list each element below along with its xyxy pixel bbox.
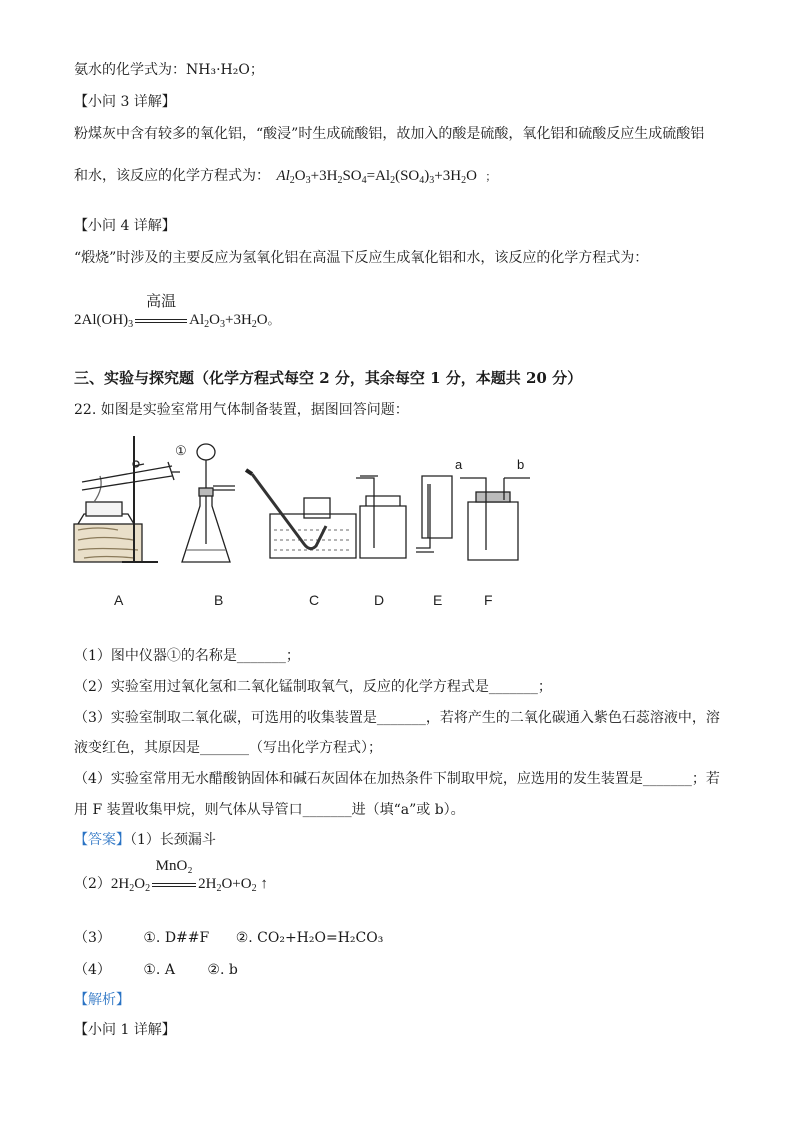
answer-4-part2: ②. b: [207, 962, 238, 978]
apparatus-f-drawing: [460, 478, 530, 560]
q3-detail-header: 【小问 3 详解】: [74, 94, 176, 110]
sub1-detail-header: 【小问 1 详解】: [74, 1022, 176, 1038]
ammonia-formula-line: 氨水的化学式为：NH₃·H₂O；: [74, 62, 264, 78]
question-stem: 22. 如图是实验室常用气体制备装置，据图回答问题：: [74, 402, 409, 418]
answer-3-part2: ②. CO₂+H₂O=H₂CO₃: [235, 930, 384, 946]
q3-equation: $Al_2O_3+3H_2SO_4=Al_2(SO_4)_3+3H_2O$: [276, 168, 477, 186]
answer-4-part1: ①. A: [143, 962, 175, 978]
q3-semicolon: ；: [485, 170, 497, 183]
port-label-a: a: [455, 457, 463, 472]
q4-condition-arrow: [133, 294, 189, 330]
sub-question-4-line1: （4）实验室常用无水醋酸钠固体和碱石灰固体在加热条件下制取甲烷，应选用的发生装置是_______；若: [74, 771, 720, 787]
apparatus-c-drawing: [246, 470, 356, 558]
apparatus-d-drawing: [356, 476, 406, 558]
apparatus-label-e: E: [433, 592, 443, 608]
apparatus-figure: [64, 426, 544, 576]
sub-question-4-line2: 用 F 装置收集甲烷，则气体从导管口_______进（填“a”或 b）。: [74, 802, 465, 818]
apparatus-e-drawing: [416, 476, 452, 552]
apparatus-marker-1: ①: [175, 444, 187, 459]
apparatus-a-drawing: [74, 436, 180, 562]
apparatus-label-d: D: [374, 592, 385, 608]
answer-2-prefix: （2）: [74, 876, 111, 892]
apparatus-label-a: A: [114, 592, 124, 608]
answer-3-prefix: （3）: [74, 930, 111, 946]
answer-3-part1: ①. D##F: [143, 930, 210, 946]
apparatus-b-drawing: [182, 444, 235, 562]
answer-line-4: [74, 960, 238, 980]
sub-question-3-line2: 液变红色，其原因是_______（写出化学方程式）；: [74, 740, 382, 756]
sub-question-2: （2）实验室用过氧化氢和二氧化锰制取氧气，反应的化学方程式是_______；: [74, 679, 552, 695]
answer-2-condition-arrow: [150, 858, 198, 894]
q3-paragraph-line1: 粉煤灰中含有较多的氧化铝，“酸浸”时生成硫酸铝，故加入的酸是硫酸，氧化铝和硫酸反应生成硫酸铝: [74, 126, 705, 142]
q4-condition: 高温: [146, 294, 177, 310]
answer-line-2: [74, 858, 268, 894]
apparatus-label-b: B: [214, 592, 224, 608]
answer-2-condition: MnO₂: [155, 858, 193, 874]
answer-1: （1）长颈漏斗: [130, 832, 216, 848]
answer-label: 【答案】: [74, 832, 130, 848]
apparatus-label-c: C: [309, 592, 320, 608]
section-title: 三、实验与探究题（化学方程式每空 2 分，其余每空 1 分，本题共 20 分）: [74, 369, 583, 387]
port-label-b: b: [517, 457, 525, 472]
sub-question-3-line1: （3）实验室制取二氧化碳，可选用的收集装置是_______，若将产生的二氧化碳通入紫色石蕊溶液中，溶: [74, 710, 720, 726]
sub-question-1: （1）图中仪器①的名称是_______；: [74, 648, 300, 664]
answer-4-prefix: （4）: [74, 962, 111, 978]
answer-line-3: [74, 928, 383, 948]
q4-detail-header: 【小问 4 详解】: [74, 218, 176, 234]
answer-2-equation: $2H_2O_2$ MnO₂ $2H_2O+O_2$ ↑: [110, 858, 268, 894]
apparatus-label-f: F: [484, 592, 493, 608]
q4-equation: $2Al(OH)_3$ 高温 $Al_2O_3+3H_2O$。: [74, 294, 280, 330]
analysis-label: 【解析】: [74, 992, 130, 1008]
q3-paragraph-prefix: 和水，该反应的化学方程式为：: [74, 168, 270, 184]
q4-period: 。: [267, 313, 280, 327]
answer-line-1: [74, 830, 216, 850]
q4-paragraph: “煅烧”时涉及的主要反应为氢氧化铝在高温下反应生成氧化铝和水，该反应的化学方程式为：: [74, 250, 649, 266]
q3-paragraph-line2: [74, 166, 496, 187]
